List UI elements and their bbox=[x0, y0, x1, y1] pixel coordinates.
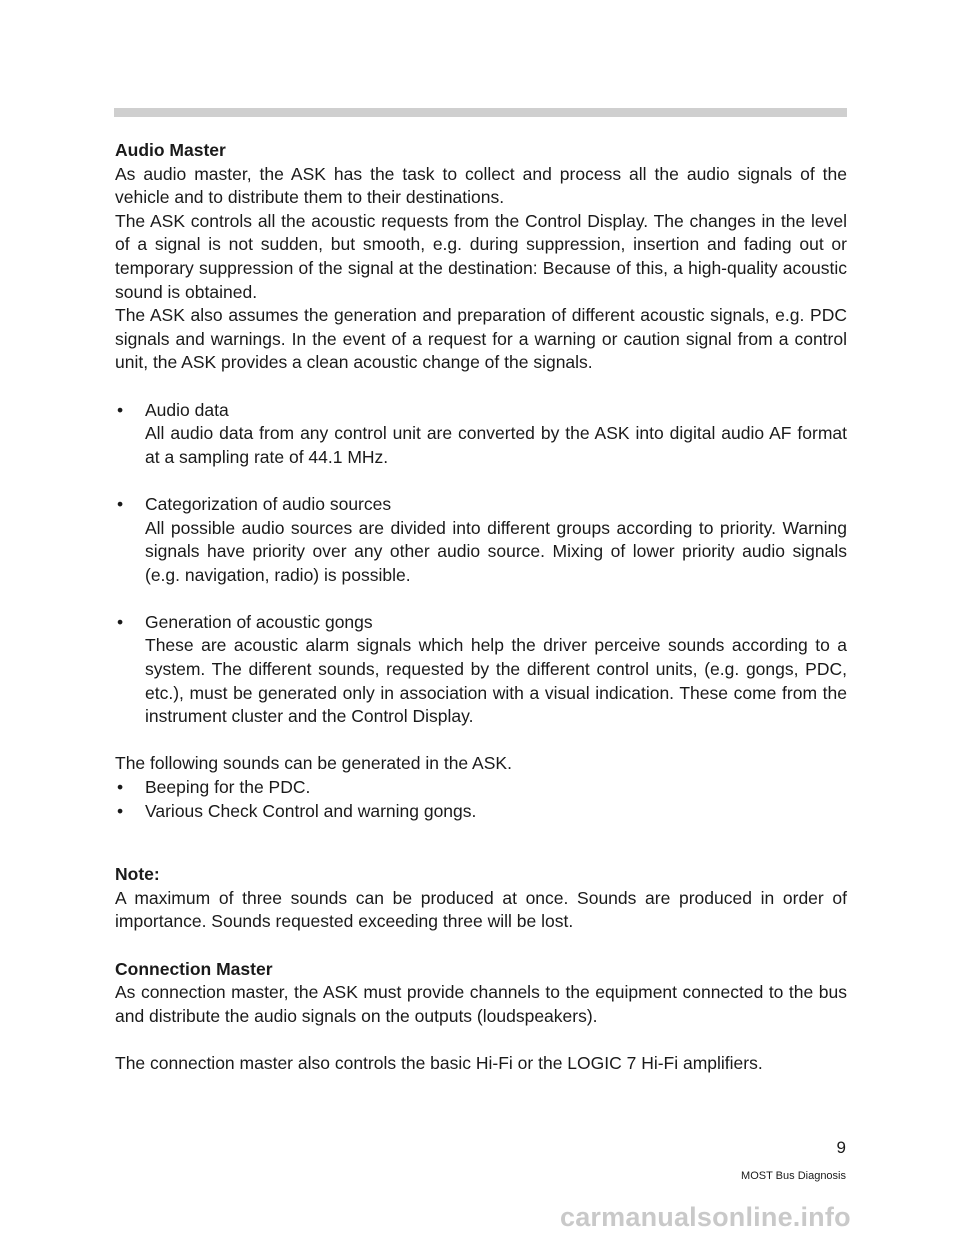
bullet-symbol: • bbox=[117, 777, 124, 798]
bullet-text: All audio data from any control unit are converted by the ASK into digital audio AF format at a sampling rate of 44.1 MHz. bbox=[145, 423, 847, 467]
bullet-categorization bbox=[115, 493, 847, 587]
audio-master-paragraph-1: As audio master, the ASK has the task to collect and process all the audio signals of the vehicle and to distribute them to their destinations. bbox=[115, 163, 847, 208]
bullet-symbol: • bbox=[117, 611, 124, 632]
connection-master-heading: Connection Master bbox=[115, 958, 273, 979]
audio-master-paragraph-3: The ASK also assumes the generation and preparation of different acoustic signals, e.g. PDC signals and warnings. In the event of a request for a warning or caution signal from a control unit, the ASK provides a clean acoustic change of the signals. bbox=[115, 305, 847, 373]
audio-master-heading: Audio Master bbox=[115, 140, 226, 160]
bullet-title: Audio data bbox=[145, 399, 229, 420]
bullet-symbol: • bbox=[117, 399, 124, 420]
connection-master-paragraph-2: The connection master also controls the basic Hi-Fi or the LOGIC 7 Hi-Fi amplifiers. bbox=[115, 1052, 763, 1073]
bullet-audio-data bbox=[115, 399, 847, 470]
connection-master-paragraph-1: As connection master, the ASK must provide channels to the equipment connected to the bus and distribute the audio signals on the outputs (loudspeakers). bbox=[115, 982, 847, 1026]
bullet-title: Generation of acoustic gongs bbox=[145, 611, 373, 632]
note-text: A maximum of three sounds can be produced at once. Sounds are produced in order of importance. Sounds requested exceeding three will be lost. bbox=[115, 887, 847, 932]
sound-item bbox=[115, 776, 847, 800]
header-rule bbox=[114, 108, 847, 117]
sound-item-text: Various Check Control and warning gongs. bbox=[145, 800, 477, 821]
sound-item-text: Beeping for the PDC. bbox=[145, 777, 311, 798]
bullet-text: All possible audio sources are divided into different groups according to priority. Warning signals have priority over any other audio source. Mixing of lower priority audio signals (e.g. navigation, radio) is possible. bbox=[145, 517, 847, 585]
bullet-symbol: • bbox=[117, 493, 124, 514]
footer-title: MOST Bus Diagnosis bbox=[741, 1170, 846, 1182]
page-number: 9 bbox=[836, 1138, 846, 1157]
bullet-acoustic-gongs bbox=[115, 611, 847, 729]
watermark: carmanualsonline.info bbox=[560, 1202, 851, 1232]
note-heading: Note: bbox=[115, 864, 160, 885]
bullet-text: These are acoustic alarm signals which help the driver perceive sounds according to a system. The different sounds, requested by the different control units, (e.g. gongs, PDC, etc.), must be generated only in association with a visual indication. These come from the instrument cluster and the Control Display. bbox=[145, 635, 847, 727]
page-content bbox=[115, 139, 847, 1076]
sound-item bbox=[115, 800, 847, 824]
audio-master-paragraph-2: The ASK controls all the acoustic requests from the Control Display. The changes in the level of a signal is not sudden, but smooth, e.g. during suppression, insertion and fading out or temporary suppression of the signal at the destination: Because of this, a high-quality acoustic sound is obtained. bbox=[115, 210, 847, 302]
sounds-intro: The following sounds can be generated in the ASK. bbox=[115, 753, 512, 774]
bullet-title: Categorization of audio sources bbox=[145, 493, 392, 514]
bullet-symbol: • bbox=[117, 800, 124, 821]
